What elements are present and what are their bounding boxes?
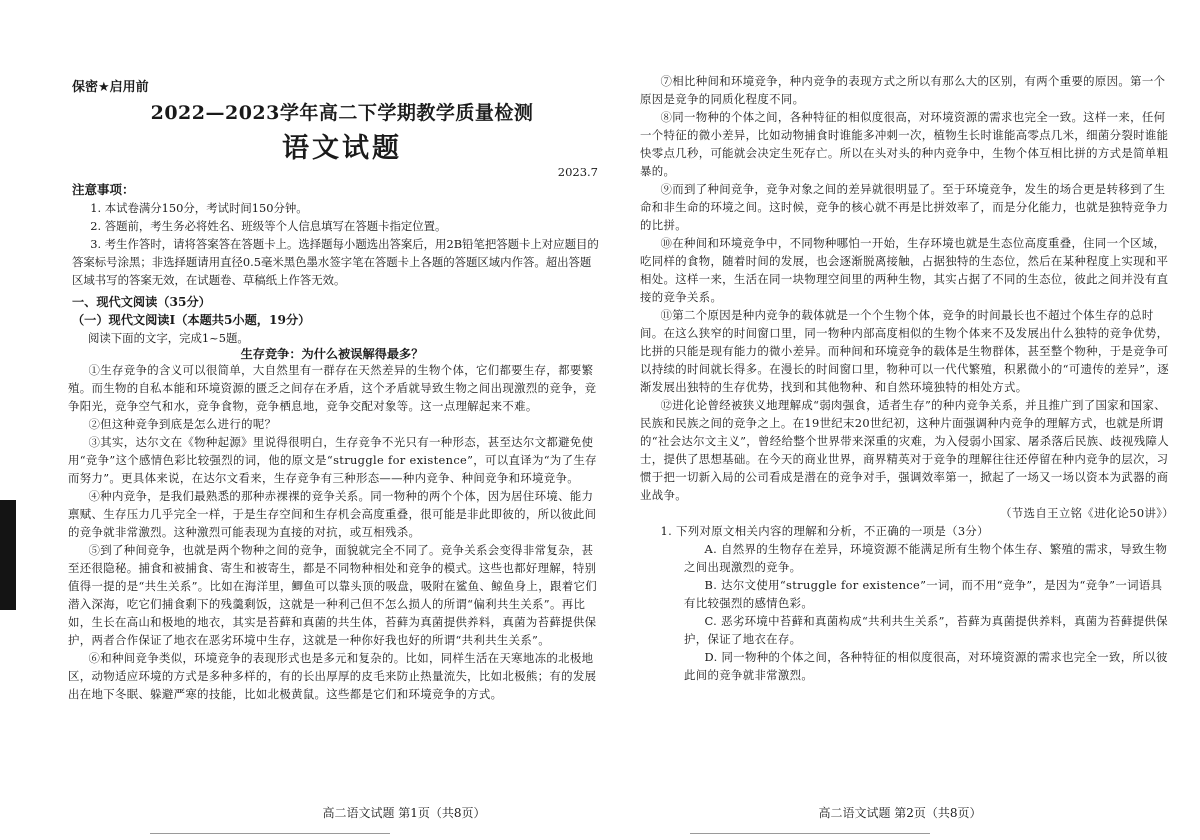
article-paragraph: ⑧同一物种的个体之间，各种特征的相似度很高，对环境资源的需求也完全一致。这样一来，任何一个特征的微小差异，比如动物捕食时谁能多冲刺一次，植物生长时谁能高零点几米，细菌分裂时谁能快零点几秒，可能就会决定生死存亡。所以在头对头的种内竞争中，生物个体互相比拼的方式是简单粗暴的。 — [640, 110, 1169, 178]
answer-option: C. 恶劣环境中苔藓和真菌构成“共利共生关系”，苔藓为真菌提供养料，真菌为苔藓提供保护，保证了地衣在存。 — [684, 614, 1168, 646]
answer-option: B. 达尔文使用“struggle for existence”一词，而不用“竞争”，是因为“竞争”一词语具有比较强烈的感情色彩。 — [684, 578, 1163, 610]
article-paragraph: ⑦相比种间和环境竞争，种内竞争的表现方式之所以有那么大的区别，有两个重要的原因。第一个原因是竞争的同质化程度不同。 — [640, 74, 1166, 106]
scan-edge-mark — [0, 500, 16, 610]
confidential-label: 保密★启用前 — [72, 80, 149, 95]
answer-option: D. 同一物种的个体之间，各种特征的相似度很高，对环境资源的需求也完全一致，所以彼此间的竞争就非常激烈。 — [684, 650, 1168, 682]
article-source: （节选自王立铭《进化论50讲》） — [1000, 506, 1174, 520]
article-paragraph: ⑤到了种间竞争，也就是两个物种之间的竞争，面貌就完全不同了。竞争关系会变得非常复杂，甚至还很隐秘。捕食和被捕食、寄生和被寄生，都是不同物种相处和竞争的模式。这些也都好理解，特别值得一提的是“共生关系”。比如在海洋里，鲫鱼可以靠头顶的吸盘，吸附在鲨鱼、鲸鱼身上，跟着它们潜入深海，吃它们捕食剩下的残羹剩饭，这就是一种利己但不怎么损人的所谓“偏利共生关系”。再比如，生长在高山和极地的地衣，其实是苔藓和真菌的共生体，苔藓为真菌提供养料，真菌为苔藓提供保护，两者合作保证了地衣在恶劣环境中生存，这就是一种你好我也好的所谓“共利共生关系”。 — [68, 543, 597, 647]
exam-date: 2023.7 — [557, 165, 598, 179]
notice-heading: 注意事项： — [72, 182, 135, 197]
notice-item: 3. 考生作答时，请将答案答在答题卡上。选择题每小题选出答案后，用2B铅笔把答题卡上对应题目的答案标号涂黑；非选择题请用直径0.5毫米黑色墨水签字笔在答题卡上各题的答题区域内作答。超出答题区域书写的答案无效，在试题卷、草稿纸上作答无效。 — [72, 237, 599, 287]
article-paragraph: ⑥和种间竞争类似，环境竞争的表现形式也是多元和复杂的。比如，同样生活在天寒地冻的北极地区，动物适应环境的方式是多种多样的，有的长出厚厚的皮毛来防止热量流失，比如北极熊；有的发展出在地下冬眠、躲避严寒的技能，比如北极黄鼠。这些都是它们和环境竞争的方式。 — [68, 651, 597, 701]
scan-bottom-line — [150, 833, 390, 834]
article-body-right — [640, 72, 1174, 684]
article-paragraph: ⑪第二个原因是种内竞争的载体就是一个个生物个体，竞争的时间最长也不超过个体生存的总时间。在这么狭窄的时间窗口里，同一物种内部高度相似的生物个体来不及发展出什么独特的竞争优势，比拼的只能是现有能力的微小差异。而种间和环境竞争的载体是生物群体，甚至整个物种，于是竞争可以持续的时间就长得多。在漫长的时间窗口里，物种可以一代代繁殖，积累微小的“可遗传的差异”，逐渐发展出独特的生存优势，找到和其他物种、和自然环境独特的相处方式。 — [640, 308, 1169, 394]
question-stem: 1. 下列对原文相关内容的理解和分析，不正确的一项是（3分） — [660, 524, 989, 538]
reading-instruction: 阅读下面的文字，完成1~5题。 — [88, 331, 249, 345]
article-paragraph: ④种内竞争，是我们最熟悉的那种赤裸裸的竞争关系。同一物种的两个个体，因为居住环境、能力禀赋、生存压力几乎完全一样，于是生存空间和生存机会高度重叠，很可能是非此即彼的，所以彼此间的竞争就非常激烈。这种激烈可能表现为直接的对抗，或互相残杀。 — [68, 489, 597, 539]
page-footer: 高二语文试题 第1页（共8页） — [322, 806, 486, 820]
notice-list — [72, 199, 602, 289]
subject-title: 语文试题 — [282, 133, 402, 164]
article-paragraph: ⑩在种间和环境竞争中，不同物种哪怕一开始，生存环境也就是生态位高度重叠，住同一个区域，吃同样的食物，随着时间的发展，也会逐渐脱离接触，占据独特的生态位，然后在某种程度上实现和平相处。这样一来，生活在同一块物理空间里的两种生物，其实占据了不同的生态位，彼此之间并没有直接的竞争关系。 — [640, 236, 1169, 304]
article-paragraph: ②但这种竞争到底是怎么进行的呢？ — [88, 417, 277, 431]
article-paragraph: ⑫进化论曾经被狭义地理解成“弱肉强食，适者生存”的种内竞争关系，并且推广到了国家和国家、民族和民族之间的竞争之上。在19世纪末20世纪初，这种片面强调种内竞争的理解方式，也就是所谓的“社会达尔文主义”，曾经给整个世界带来深重的灾难，为入侵弱小国家、屠杀落后民族、歧视残障人士，提供了思想基础。在今天的商业世界，商界精英对于竞争的理解往往还停留在种内竞争的层次，习惯于把一切新入局的公司看成是潜在的竞争对手，强调效率第一，掀起了一场又一场以资本为武器的商业战争。 — [640, 398, 1169, 502]
article-paragraph: ③其实，达尔文在《物种起源》里说得很明白，生存竞争不光只有一种形态，甚至达尔文都避免使用“竞争”这个感情色彩比较强烈的词，他的原文是“struggle for existence”，可以直译为“为了生存而努力”。更具体来说，在达尔文看来，生存竞争有三种形态——种内竞争、种间竞争和环境竞争。 — [68, 435, 597, 485]
notice-item: 1. 本试卷满分150分，考试时间150分钟。 — [90, 201, 308, 215]
section-heading: 一、现代文阅读（35分） — [72, 295, 211, 309]
answer-option: A. 自然界的生物存在差异，环境资源不能满足所有生物个体生存、繁殖的需求，导致生物之间出现激烈的竞争。 — [684, 542, 1168, 574]
article-title: 生存竞争：为什么被误解得最多？ — [240, 347, 424, 361]
exam-title: 2022—2023学年高二下学期教学质量检测 — [150, 102, 534, 124]
article-paragraph: ⑨而到了种间竞争，竞争对象之间的差异就很明显了。至于环境竞争，发生的场合更是转移到了生命和非生命的环境之间。这时候，竞争的核心就不再是比拼效率了，而是分化能力，也就是独特竞争力的比拼。 — [640, 182, 1169, 232]
subsection-heading: （一）现代文阅读Ⅰ（本题共5小题，19分） — [72, 313, 311, 327]
page-footer: 高二语文试题 第2页（共8页） — [818, 806, 982, 820]
article-body-left — [68, 361, 602, 703]
scan-bottom-line — [690, 833, 930, 834]
notice-item: 2. 答题前，考生务必将姓名、班级等个人信息填写在答题卡指定位置。 — [90, 219, 447, 233]
article-paragraph: ①生存竞争的含义可以很简单，大自然里有一群存在天然差异的生物个体，它们都要生存，都要繁殖。而生物的自私本能和环境资源的匮乏之间存在矛盾，这个矛盾就导致生物之间出现激烈的竞争，竞争阳光，竞争空气和水，竞争食物，竞争栖息地，竞争交配对象等。这一点理解起来不难。 — [68, 363, 597, 413]
